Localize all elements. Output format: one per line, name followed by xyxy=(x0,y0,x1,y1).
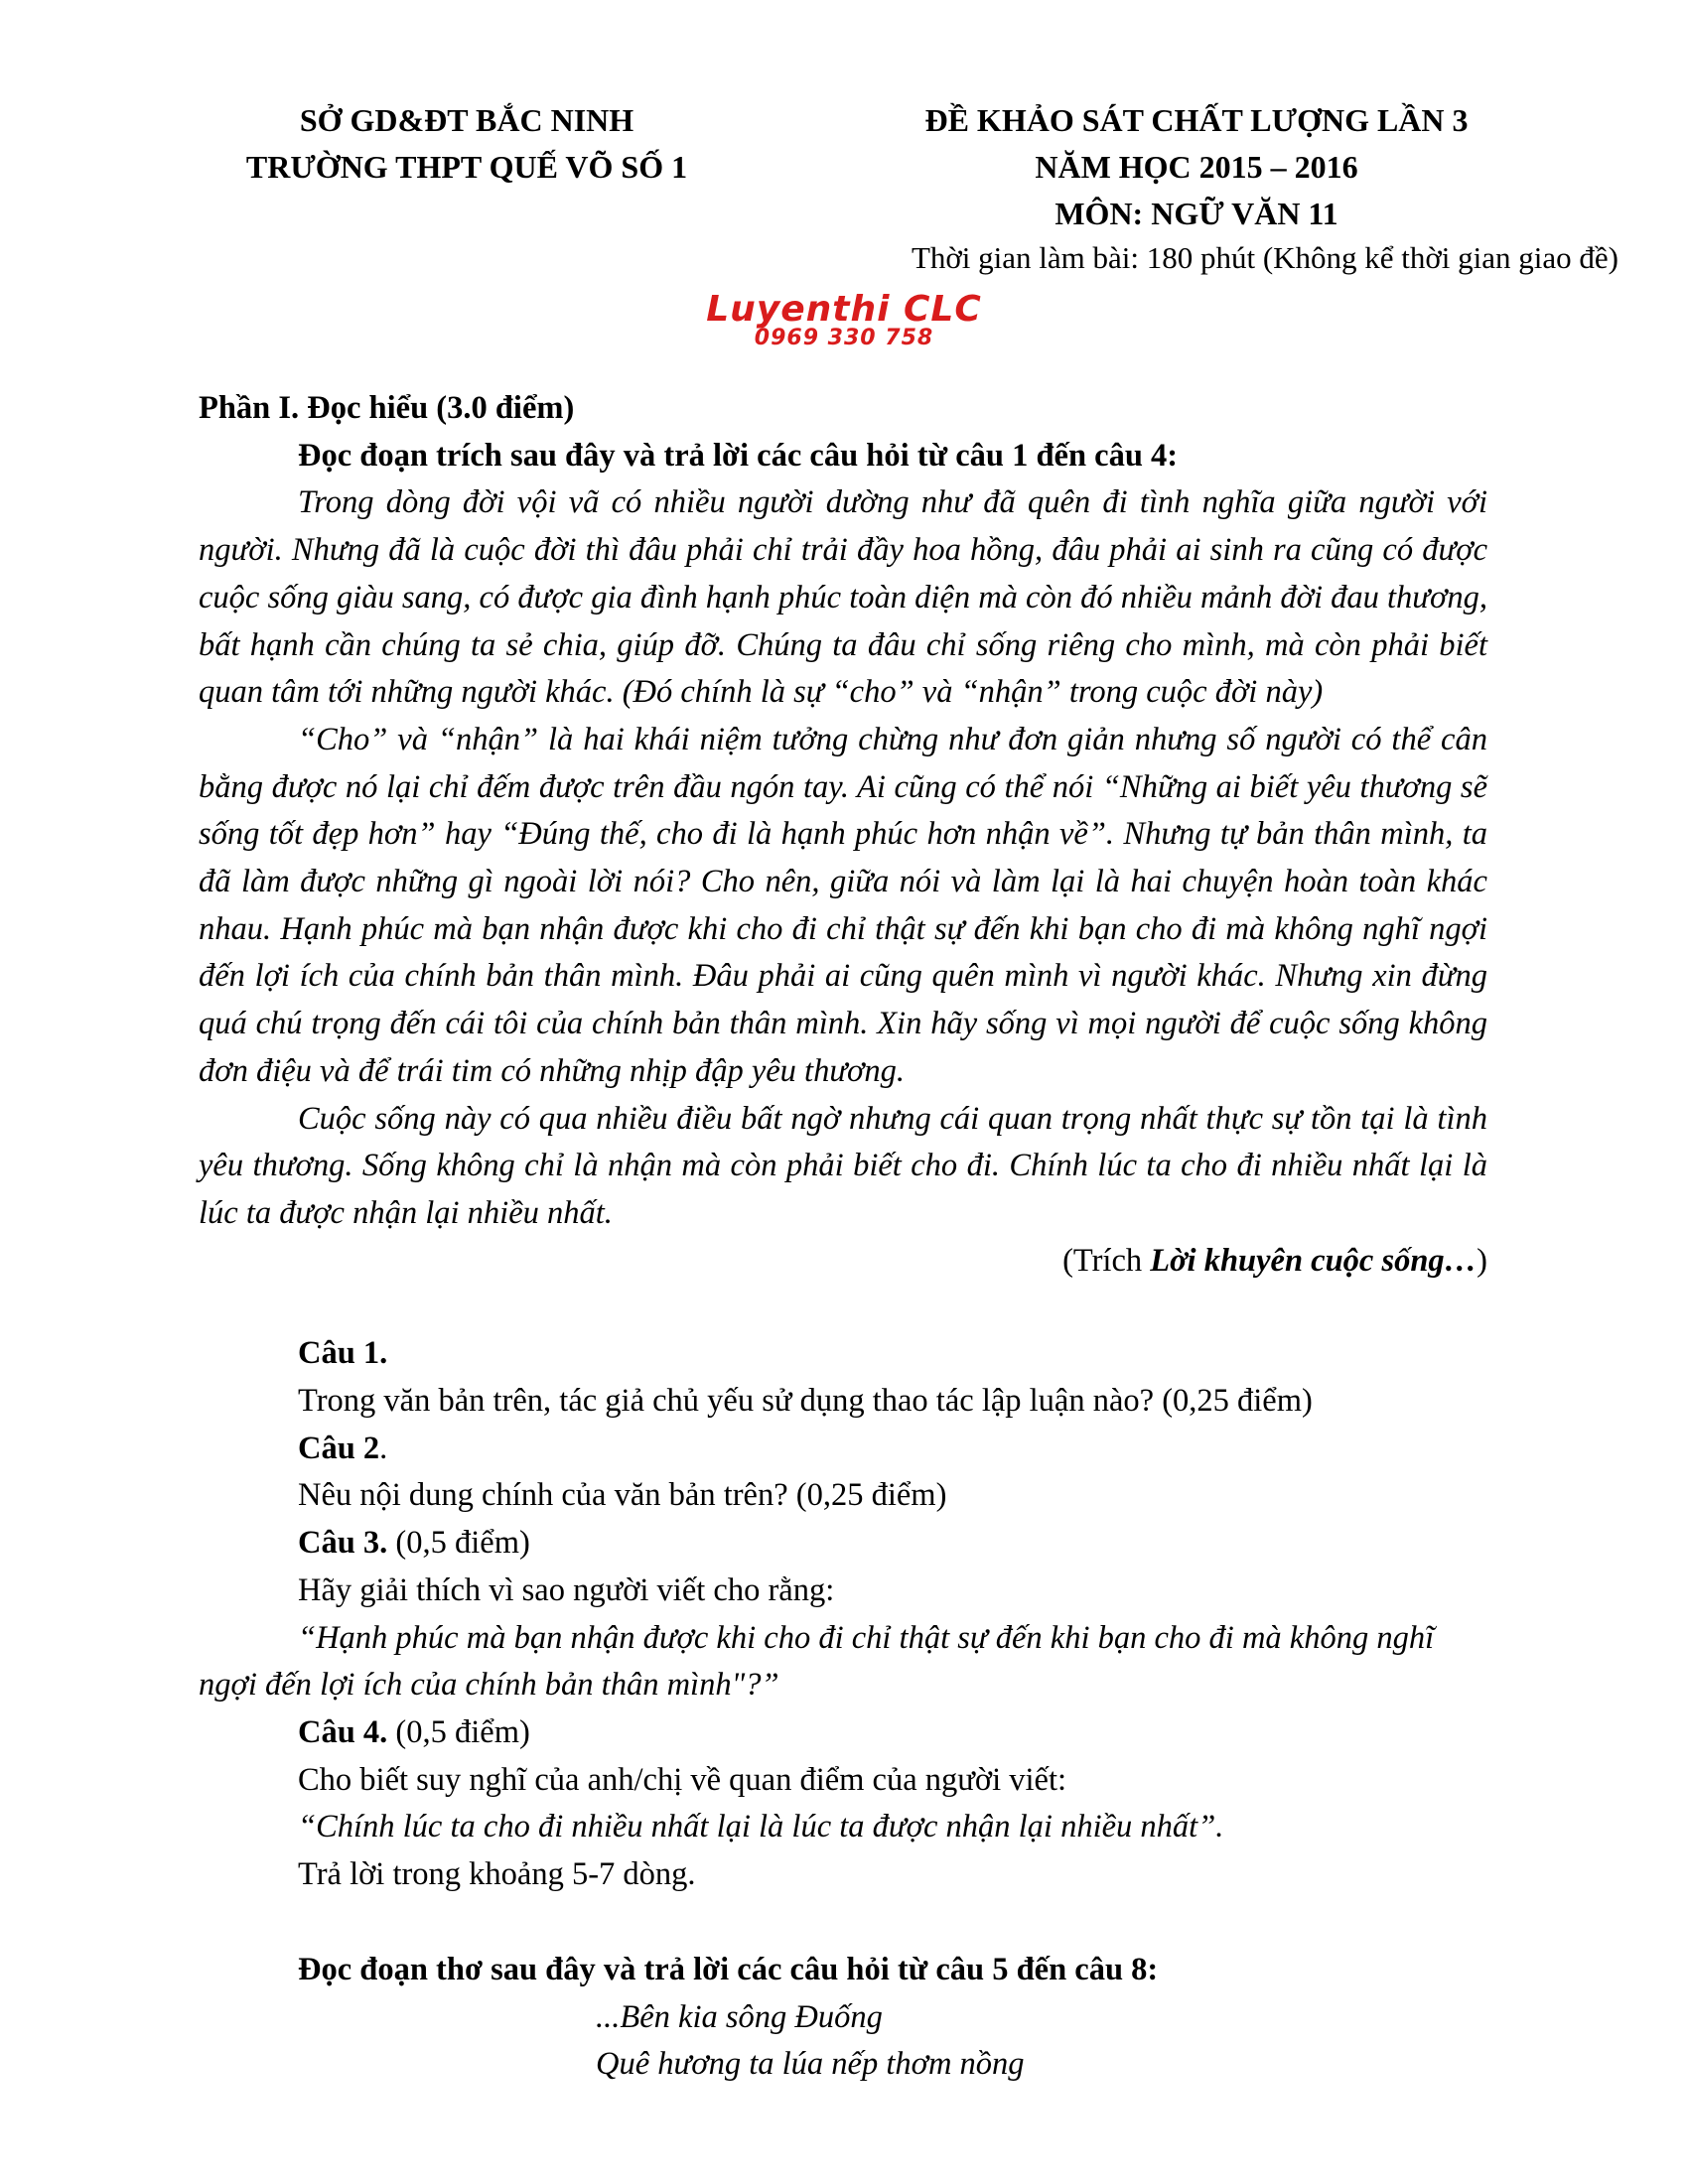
question-4-note: Trả lời trong khoảng 5-7 dòng. xyxy=(298,1856,696,1893)
exam-title: ĐỀ KHẢO SÁT CHẤT LƯỢNG LẦN 3 xyxy=(924,102,1469,138)
citation-title: Lời khuyên cuộc sống… xyxy=(1150,1242,1477,1279)
question-1-text: Trong văn bản trên, tác giả chủ yếu sử dụng thao tác lập luận nào? (0,25 điểm) xyxy=(298,1383,1313,1420)
question-1-label: Câu 1. xyxy=(298,1335,388,1372)
passage-paragraph-3: Cuộc sống này có qua nhiều điều bất ngờ nhưng cái quan trọng nhất thực sự tồn tại là tình yêu thương. Sống không chỉ là nhận mà còn phải biết cho đi. Chính lúc ta cho đi nhiều nhất lại là lúc ta được nhận lại nhiều nhất. xyxy=(199,1100,1487,1231)
department-name: SỞ GD&ĐT BẮC NINH xyxy=(299,102,634,138)
school-year: NĂM HỌC 2015 – 2016 xyxy=(1035,149,1358,185)
question-2-text: Nêu nội dung chính của văn bản trên? (0,25 điểm) xyxy=(298,1477,947,1514)
passage-paragraph-2: “Cho” và “nhận” là hai khái niệm tưởng chừng như đơn giản nhưng số người có thể cân bằng được nó lại chỉ đếm được trên đầu ngón tay. Ai cũng có thể nói “Những ai biết yêu thương sẽ sống tốt đẹp hơn” hay “Đúng thế, cho đi là hạnh phúc hơn nhận về”. Nhưng tự bản thân mình, ta đã làm được những gì ngoài lời nói? Cho nên, giữa nói và làm lại là hai chuyện hoàn toàn khác nhau. Hạnh phúc mà bạn nhận được khi cho đi chỉ thật sự đến khi bạn cho đi mà không nghĩ ngợi đến lợi ích của chính bản thân mình. Đâu phải ai cũng quên mình vì người khác. Nhưng xin đừng quá chú trọng đến cái tôi của chính bản thân mình. Xin hãy sống vì mọi người để cuộc sống không đơn điệu và để trái tim có những nhịp đập yêu thương. xyxy=(199,721,1487,1089)
passage-paragraph-1: Trong dòng đời vội vã có nhiều người dường như đã quên đi tình nghĩa giữa người với người. Nhưng đã là cuộc đời thì đâu phải chỉ trải đầy hoa hồng, đâu phải ai sinh ra cũng có được cuộc sống giàu sang, có được gia đình hạnh phúc toàn diện mà còn đó nhiều mảnh đời đau thương, bất hạnh cần chúng ta sẻ chia, giúp đỡ. Chúng ta đâu chỉ sống riêng cho mình, mà còn phải biết quan tâm tới những người khác. (Đó chính là sự “cho” và “nhận” trong cuộc đời này) xyxy=(199,484,1487,711)
question-4-text: Cho biết suy nghĩ của anh/chị về quan điểm của người viết: xyxy=(298,1761,1067,1798)
logo-phone: 0969 330 758 xyxy=(754,326,934,350)
poem-line-1: ...Bên kia sông Đuống xyxy=(596,1998,883,2035)
section-title: Phần I. Đọc hiểu (3.0 điểm) xyxy=(199,390,575,426)
question-4-quote: “Chính lúc ta cho đi nhiều nhất lại là lúc ta được nhận lại nhiều nhất”. xyxy=(298,1809,1224,1845)
poem-instruction: Đọc đoạn thơ sau đây và trả lời các câu hỏi từ câu 5 đến câu 8: xyxy=(298,1951,1159,1987)
reading-instruction: Đọc đoạn trích sau đây và trả lời các câu hỏi từ câu 1 đến câu 4: xyxy=(298,437,1179,474)
logo-brand: Luyenthi CLC xyxy=(706,289,982,330)
school-name: TRƯỜNG THPT QUẾ VÕ SỐ 1 xyxy=(245,149,688,185)
question-3-text: Hãy giải thích vì sao người viết cho rằng: xyxy=(298,1571,835,1608)
question-4-label: Câu 4. (0,5 điểm) xyxy=(298,1713,530,1750)
subject: MÔN: NGỮ VĂN 11 xyxy=(1055,196,1338,231)
school-header xyxy=(189,97,745,191)
question-3-quote: “Hạnh phúc mà bạn nhận được khi cho đi chỉ thật sự đến khi bạn cho đi mà không nghĩ ngợi đến lợi ích của chính bản thân mình"?” xyxy=(199,1619,1435,1704)
exam-header xyxy=(765,97,1628,237)
exam-duration: Thời gian làm bài: 180 phút (Không kể thời gian giao đề) xyxy=(911,240,1618,275)
passage-citation: (Trích Lời khuyên cuộc sống…) xyxy=(1062,1242,1487,1279)
question-2-label: Câu 2. xyxy=(298,1430,388,1466)
poem-line-2: Quê hương ta lúa nếp thơm nồng xyxy=(596,2046,1025,2083)
watermark-logo xyxy=(685,290,1003,359)
question-3-label: Câu 3. (0,5 điểm) xyxy=(298,1525,530,1562)
exam-body xyxy=(199,385,1487,2089)
